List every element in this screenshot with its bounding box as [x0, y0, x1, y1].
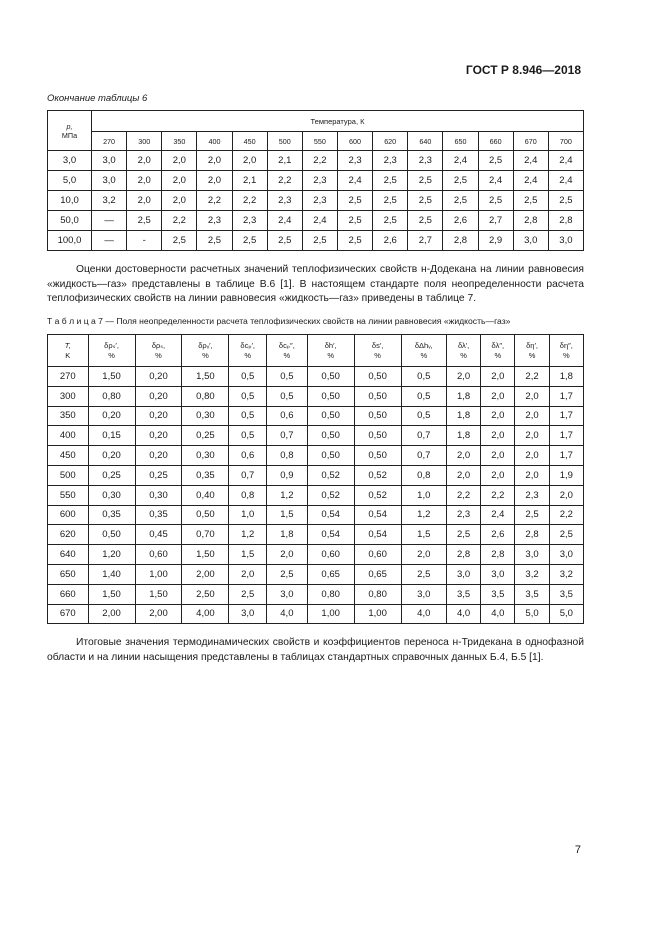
table-cell: 1,40 — [88, 564, 135, 584]
table-cell: — — [92, 231, 127, 251]
table-cell: 1,7 — [549, 406, 583, 426]
table-cell: 3,0 — [481, 564, 515, 584]
table-cell: 0,50 — [307, 426, 354, 446]
table-cell: 2,3 — [197, 211, 232, 231]
column-header: δρₛ, % — [135, 335, 182, 367]
table-cell: 1,2 — [229, 525, 267, 545]
table-cell: 1,8 — [446, 426, 480, 446]
table-cell: 2,5 — [337, 231, 372, 251]
temperature-col-header: 550 — [302, 132, 337, 151]
temperature-col-header: 660 — [478, 132, 513, 151]
table-6 — [47, 110, 584, 251]
table-cell: 0,60 — [354, 545, 401, 565]
table-cell: 1,50 — [88, 367, 135, 387]
table-cell: 3,5 — [515, 584, 549, 604]
table-cell: 2,8 — [481, 545, 515, 565]
table-cell: 2,0 — [446, 446, 480, 466]
table-cell: 1,7 — [549, 386, 583, 406]
table-cell: 2,0 — [127, 151, 162, 171]
table-cell: 2,0 — [267, 545, 308, 565]
column-header: δs′, % — [354, 335, 401, 367]
table-row — [48, 446, 584, 466]
table-cell: 2,5 — [401, 564, 446, 584]
column-header: δcₚ′, % — [229, 335, 267, 367]
table-cell: 0,35 — [88, 505, 135, 525]
table-cell: 3,5 — [446, 584, 480, 604]
temperature-col-header: 300 — [127, 132, 162, 151]
table-cell: 2,0 — [515, 386, 549, 406]
table-row — [48, 386, 584, 406]
table-cell: 2,5 — [232, 231, 267, 251]
table-cell: 0,7 — [267, 426, 308, 446]
table-cell: 2,8 — [443, 231, 478, 251]
table-cell: 2,5 — [478, 151, 513, 171]
table-cell: 0,5 — [267, 367, 308, 387]
pressure-header: p, МПа — [48, 111, 92, 151]
table-cell: 0,60 — [135, 545, 182, 565]
table-cell: 1,9 — [549, 465, 583, 485]
pressure-cell: 3,0 — [48, 151, 92, 171]
temperature-col-header: 400 — [197, 132, 232, 151]
table-row — [48, 191, 584, 211]
table-cell: 1,2 — [267, 485, 308, 505]
table-cell: 2,0 — [446, 367, 480, 387]
table-cell: 0,7 — [401, 446, 446, 466]
table-cell: 2,0 — [515, 446, 549, 466]
table-cell: 0,20 — [135, 406, 182, 426]
table-cell: 0,52 — [307, 485, 354, 505]
table-cell: 3,2 — [515, 564, 549, 584]
table-cell: 0,50 — [354, 426, 401, 446]
table-cell: 3,0 — [267, 584, 308, 604]
table-cell: 0,25 — [88, 465, 135, 485]
table-cell: 3,0 — [401, 584, 446, 604]
table-cell: 660 — [48, 584, 89, 604]
column-header: δΔhᵥ, % — [401, 335, 446, 367]
table-cell: 2,50 — [182, 584, 229, 604]
table-row — [48, 406, 584, 426]
table-cell: 2,7 — [478, 211, 513, 231]
table-cell: 0,70 — [182, 525, 229, 545]
table-cell: 2,0 — [481, 386, 515, 406]
table-cell: 2,5 — [267, 231, 302, 251]
table-row — [48, 485, 584, 505]
table-row — [48, 465, 584, 485]
table-cell: 2,3 — [267, 191, 302, 211]
table-cell: 0,6 — [267, 406, 308, 426]
table6-caption: Окончание таблицы 6 — [47, 93, 148, 104]
table-cell: 0,25 — [182, 426, 229, 446]
table-cell: 2,0 — [162, 191, 197, 211]
table-cell: 2,5 — [515, 505, 549, 525]
paragraph-2: Итоговые значения термодинамических свойств и коэффициентов переноса н-Тридекана в однофазной области и на линии насыщения представлены в таблицах стандартных справочных данных Б.4, Б.5 [1]. — [47, 637, 584, 663]
table-cell: 1,20 — [88, 545, 135, 565]
temperature-col-header: 270 — [92, 132, 127, 151]
table-cell: 600 — [48, 505, 89, 525]
table-cell: 1,00 — [135, 564, 182, 584]
table-cell: 0,30 — [182, 406, 229, 426]
table-cell: 2,2 — [302, 151, 337, 171]
table-cell: 2,5 — [162, 231, 197, 251]
table-cell: 2,5 — [267, 564, 308, 584]
table-cell: 3,5 — [481, 584, 515, 604]
table-cell: 3,0 — [548, 231, 583, 251]
table-cell: 2,0 — [162, 171, 197, 191]
table-cell: 2,6 — [443, 211, 478, 231]
table-cell: 2,2 — [481, 485, 515, 505]
table-cell: 0,50 — [307, 406, 354, 426]
table-cell: 2,1 — [267, 151, 302, 171]
table-cell: 2,2 — [197, 191, 232, 211]
table-cell: 0,6 — [229, 446, 267, 466]
table-cell: 1,50 — [88, 584, 135, 604]
table-cell: 0,25 — [135, 465, 182, 485]
table-cell: 2,0 — [515, 406, 549, 426]
temperature-col-header: 600 — [337, 132, 372, 151]
table-cell: 2,5 — [302, 231, 337, 251]
table-cell: 1,00 — [307, 604, 354, 624]
table-cell: 300 — [48, 386, 89, 406]
table-cell: 2,0 — [549, 485, 583, 505]
page-number: 7 — [574, 844, 581, 856]
table-cell: 3,0 — [92, 151, 127, 171]
table-cell: 2,5 — [443, 191, 478, 211]
table-cell: 2,0 — [481, 426, 515, 446]
table-cell: 0,52 — [354, 465, 401, 485]
table-cell: 2,0 — [515, 426, 549, 446]
table-cell: 1,5 — [401, 525, 446, 545]
table-cell: 1,8 — [267, 525, 308, 545]
table-row — [48, 211, 584, 231]
table-cell: 0,54 — [307, 525, 354, 545]
table-row — [48, 545, 584, 565]
temperature-col-header: 650 — [443, 132, 478, 151]
table-cell: 0,20 — [88, 406, 135, 426]
table-cell: 0,50 — [307, 446, 354, 466]
table-row — [48, 584, 584, 604]
table-cell: 4,00 — [182, 604, 229, 624]
table-cell: 2,3 — [373, 151, 408, 171]
table-cell: 4,0 — [446, 604, 480, 624]
table-cell: 2,5 — [373, 171, 408, 191]
document-code: ГОСТ Р 8.946—2018 — [465, 63, 581, 77]
table-cell: 1,5 — [267, 505, 308, 525]
table-cell: 2,5 — [548, 191, 583, 211]
table-cell: 2,0 — [401, 545, 446, 565]
table-row — [48, 426, 584, 446]
table-cell: 0,50 — [354, 367, 401, 387]
table-cell: 5,0 — [549, 604, 583, 624]
table-cell: 1,0 — [401, 485, 446, 505]
table-cell: 3,0 — [229, 604, 267, 624]
table-cell: 2,5 — [127, 211, 162, 231]
column-header: δρₛ′, % — [88, 335, 135, 367]
table-cell: 0,54 — [354, 525, 401, 545]
table-cell: 0,65 — [307, 564, 354, 584]
table-cell: 0,30 — [135, 485, 182, 505]
table-cell: — — [92, 211, 127, 231]
table-cell: 0,80 — [354, 584, 401, 604]
table-cell: 0,50 — [307, 386, 354, 406]
table-cell: 640 — [48, 545, 89, 565]
table-cell: 0,52 — [354, 485, 401, 505]
temperature-header: Температура, К — [92, 111, 584, 132]
table-row — [48, 231, 584, 251]
table-cell: 2,0 — [127, 191, 162, 211]
table-7 — [47, 334, 584, 624]
table-cell: 2,4 — [481, 505, 515, 525]
pressure-cell: 100,0 — [48, 231, 92, 251]
table7-caption: Т а б л и ц а 7 — Поля неопределенности расчета теплофизических свойств на линии равновесия «жидкость—газ» — [47, 316, 511, 326]
table-cell: 2,4 — [513, 171, 548, 191]
table-cell: 0,7 — [229, 465, 267, 485]
table-cell: 3,2 — [92, 191, 127, 211]
table-cell: 670 — [48, 604, 89, 624]
table-cell: 0,30 — [182, 446, 229, 466]
table-cell: 0,30 — [88, 485, 135, 505]
temperature-col-header: 350 — [162, 132, 197, 151]
table-cell: 0,5 — [229, 426, 267, 446]
table-cell: 2,00 — [182, 564, 229, 584]
table-cell: 2,2 — [515, 367, 549, 387]
table-cell: 1,50 — [135, 584, 182, 604]
table-cell: 2,5 — [513, 191, 548, 211]
table-cell: 0,50 — [307, 367, 354, 387]
table-cell: 2,2 — [232, 191, 267, 211]
temperature-col-header: 700 — [548, 132, 583, 151]
table-cell: 2,3 — [337, 151, 372, 171]
table-cell: 4,0 — [267, 604, 308, 624]
table-cell: 1,00 — [354, 604, 401, 624]
table-cell: 2,5 — [443, 171, 478, 191]
table-cell: 2,4 — [548, 151, 583, 171]
table-cell: 2,3 — [408, 151, 443, 171]
table-cell: 0,80 — [307, 584, 354, 604]
table-cell: 0,52 — [307, 465, 354, 485]
table-cell: 0,35 — [135, 505, 182, 525]
column-header: δη″, % — [549, 335, 583, 367]
temperature-col-header: 670 — [513, 132, 548, 151]
table-cell: 1,5 — [229, 545, 267, 565]
table-cell: 0,35 — [182, 465, 229, 485]
table-cell: 0,5 — [229, 367, 267, 387]
table-cell: 0,50 — [354, 446, 401, 466]
table-cell: 2,0 — [232, 151, 267, 171]
table-cell: 3,0 — [549, 545, 583, 565]
table-cell: 2,2 — [446, 485, 480, 505]
table-cell: 1,0 — [229, 505, 267, 525]
table-cell: 450 — [48, 446, 89, 466]
table-cell: 0,8 — [267, 446, 308, 466]
table-cell: 2,5 — [373, 211, 408, 231]
table-row — [48, 171, 584, 191]
table-cell: 2,5 — [408, 171, 443, 191]
table-cell: 0,60 — [307, 545, 354, 565]
table-cell: 2,0 — [197, 151, 232, 171]
table-cell: 2,5 — [229, 584, 267, 604]
table-cell: 0,15 — [88, 426, 135, 446]
table-cell: 2,9 — [478, 231, 513, 251]
table-cell: 2,0 — [162, 151, 197, 171]
table-cell: 0,20 — [135, 426, 182, 446]
table-cell: 0,54 — [354, 505, 401, 525]
table-row — [48, 367, 584, 387]
table-cell: 1,8 — [446, 386, 480, 406]
table-cell: 2,4 — [478, 171, 513, 191]
pressure-cell: 5,0 — [48, 171, 92, 191]
table-cell: 2,5 — [478, 191, 513, 211]
table-cell: 2,2 — [549, 505, 583, 525]
column-header: δη′, % — [515, 335, 549, 367]
table-cell: 0,65 — [354, 564, 401, 584]
table-cell: 1,50 — [182, 545, 229, 565]
table-cell: 620 — [48, 525, 89, 545]
table-cell: 2,5 — [337, 211, 372, 231]
table-cell: 0,50 — [88, 525, 135, 545]
pressure-cell: 50,0 — [48, 211, 92, 231]
table-cell: 0,20 — [135, 367, 182, 387]
column-header: δλ″, % — [481, 335, 515, 367]
table-cell: 2,5 — [408, 191, 443, 211]
pressure-cell: 10,0 — [48, 191, 92, 211]
table-cell: 1,8 — [549, 367, 583, 387]
temperature-col-header: 620 — [373, 132, 408, 151]
table-cell: 2,1 — [232, 171, 267, 191]
temperature-col-header: 500 — [267, 132, 302, 151]
table-cell: 3,0 — [446, 564, 480, 584]
table-cell: - — [127, 231, 162, 251]
table-cell: 2,4 — [513, 151, 548, 171]
table-cell: 0,54 — [307, 505, 354, 525]
table-cell: 2,5 — [337, 191, 372, 211]
temperature-col-header: 640 — [408, 132, 443, 151]
table-cell: 2,5 — [197, 231, 232, 251]
table-cell: 3,0 — [515, 545, 549, 565]
table-cell: 2,4 — [337, 171, 372, 191]
table-cell: 2,0 — [229, 564, 267, 584]
table-cell: 4,0 — [401, 604, 446, 624]
table-cell: 2,0 — [127, 171, 162, 191]
table-cell: 2,0 — [515, 465, 549, 485]
table-cell: 2,8 — [513, 211, 548, 231]
column-header: δh′, % — [307, 335, 354, 367]
table-cell: 0,20 — [88, 446, 135, 466]
table-cell: 2,8 — [548, 211, 583, 231]
table-cell: 2,00 — [135, 604, 182, 624]
table-cell: 500 — [48, 465, 89, 485]
paragraph-1: Оценки достоверности расчетных значений теплофизических свойств н-Додекана на линии равновесия «жидкость—газ» представлены в таблице В.6 [1]. В настоящем стандарте поля неопределенности расчета теплофизических свойств на линии равновесия «жидкость—газ» приведены в таблице 7. — [47, 264, 584, 304]
table-cell: 2,3 — [515, 485, 549, 505]
table-cell: 2,8 — [446, 545, 480, 565]
table-cell: 3,5 — [549, 584, 583, 604]
table-cell: 2,4 — [302, 211, 337, 231]
column-header: δρᵥ′, % — [182, 335, 229, 367]
table-cell: 2,5 — [373, 191, 408, 211]
table-row — [48, 525, 584, 545]
table-cell: 0,8 — [401, 465, 446, 485]
table-cell: 0,5 — [401, 406, 446, 426]
table-cell: 0,7 — [401, 426, 446, 446]
table-cell: 2,0 — [481, 367, 515, 387]
table-cell: 2,5 — [408, 211, 443, 231]
table-cell: 2,7 — [408, 231, 443, 251]
table-cell: 2,8 — [515, 525, 549, 545]
table-cell: 4,0 — [481, 604, 515, 624]
table-cell: 1,7 — [549, 446, 583, 466]
table-cell: 0,20 — [135, 446, 182, 466]
table-cell: 350 — [48, 406, 89, 426]
table-cell: 2,3 — [302, 171, 337, 191]
table-cell: 2,5 — [549, 525, 583, 545]
table-cell: 0,80 — [88, 386, 135, 406]
table-cell: 0,5 — [401, 367, 446, 387]
table-cell: 2,2 — [267, 171, 302, 191]
table-cell: 0,20 — [135, 386, 182, 406]
table-cell: 2,4 — [267, 211, 302, 231]
table-cell: 0,50 — [354, 386, 401, 406]
table-cell: 0,8 — [229, 485, 267, 505]
table-cell: 2,0 — [446, 465, 480, 485]
table-cell: 2,3 — [302, 191, 337, 211]
table-cell: 2,3 — [232, 211, 267, 231]
table-cell: 1,50 — [182, 367, 229, 387]
table-cell: 0,5 — [267, 386, 308, 406]
table-cell: 0,50 — [354, 406, 401, 426]
table-row — [48, 151, 584, 171]
temperature-col-header: 450 — [232, 132, 267, 151]
column-header: δcₚ″, % — [267, 335, 308, 367]
table-cell: 3,2 — [549, 564, 583, 584]
table-cell: 3,0 — [513, 231, 548, 251]
column-header: δλ′, % — [446, 335, 480, 367]
table-cell: 0,5 — [229, 406, 267, 426]
table-cell: 3,0 — [92, 171, 127, 191]
table-cell: 2,2 — [162, 211, 197, 231]
table-cell: 0,45 — [135, 525, 182, 545]
table-cell: 400 — [48, 426, 89, 446]
column-header: T, K — [48, 335, 89, 367]
table-cell: 0,5 — [401, 386, 446, 406]
table-cell: 2,00 — [88, 604, 135, 624]
table-cell: 2,4 — [548, 171, 583, 191]
table-cell: 270 — [48, 367, 89, 387]
table-cell: 2,0 — [481, 465, 515, 485]
table-cell: 650 — [48, 564, 89, 584]
table-cell: 1,8 — [446, 406, 480, 426]
table-row — [48, 604, 584, 624]
table-cell: 1,7 — [549, 426, 583, 446]
table-cell: 2,6 — [373, 231, 408, 251]
table-cell: 5,0 — [515, 604, 549, 624]
table-cell: 2,4 — [443, 151, 478, 171]
table-cell: 0,40 — [182, 485, 229, 505]
table-cell: 1,2 — [401, 505, 446, 525]
table-cell: 2,3 — [446, 505, 480, 525]
table-cell: 0,50 — [182, 505, 229, 525]
table-cell: 2,5 — [446, 525, 480, 545]
table-row — [48, 505, 584, 525]
table-cell: 2,0 — [481, 406, 515, 426]
table-cell: 550 — [48, 485, 89, 505]
table-cell: 2,0 — [481, 446, 515, 466]
table-cell: 0,9 — [267, 465, 308, 485]
table-cell: 2,6 — [481, 525, 515, 545]
table-cell: 0,5 — [229, 386, 267, 406]
table-row — [48, 564, 584, 584]
table-cell: 0,80 — [182, 386, 229, 406]
table-cell: 2,0 — [197, 171, 232, 191]
